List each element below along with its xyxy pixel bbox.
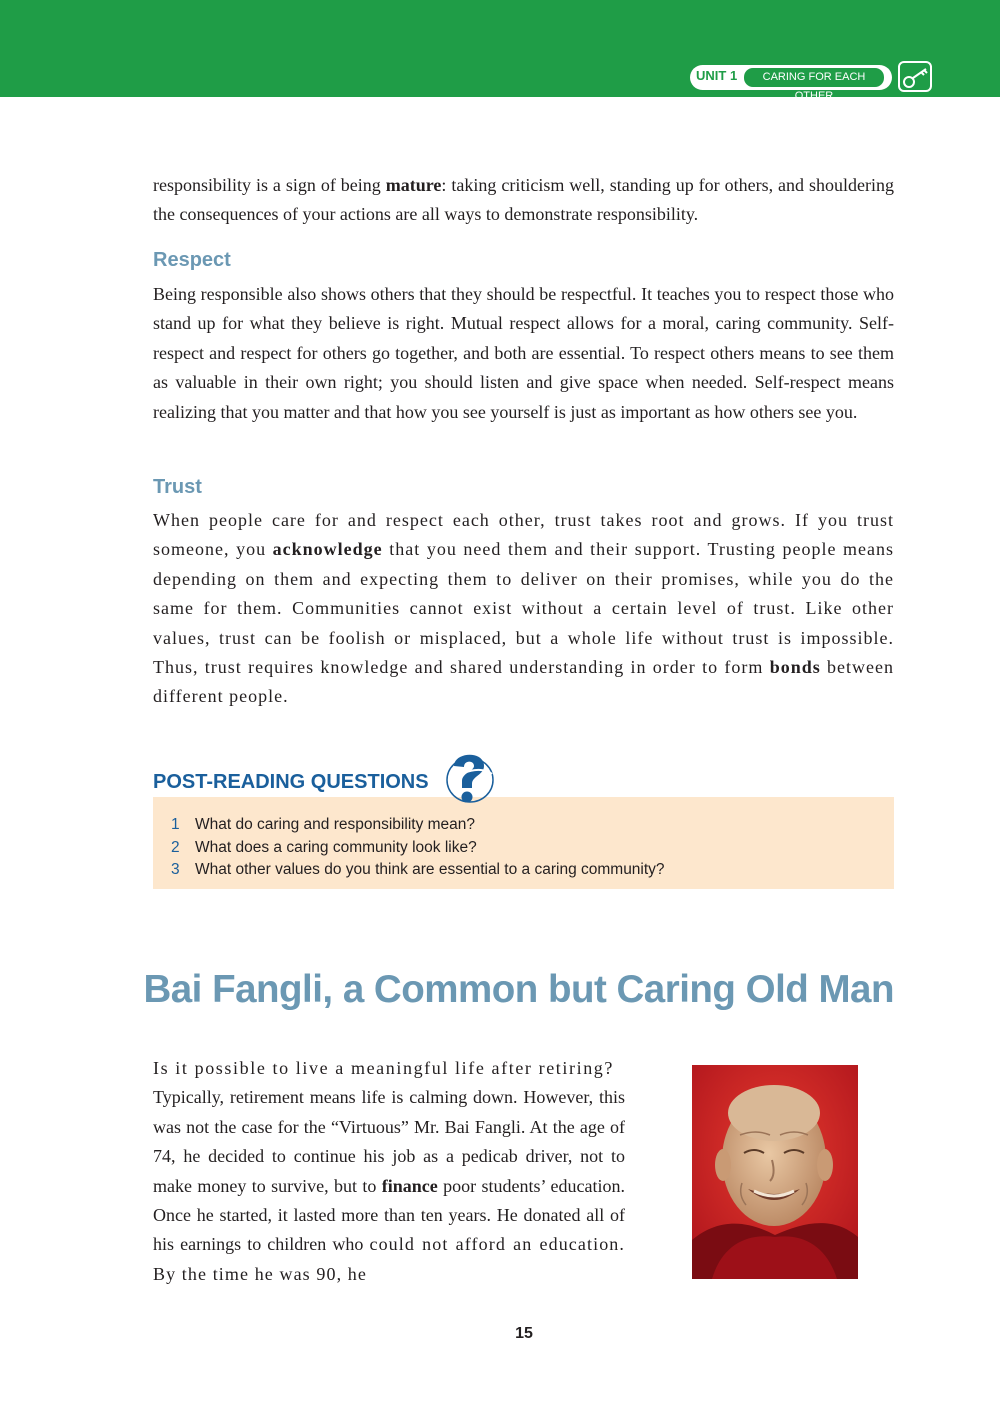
text-run: responsibility is a sign of being <box>153 175 386 195</box>
question-mark-icon <box>440 748 496 813</box>
question-number: 3 <box>171 861 180 878</box>
story-line <box>153 1087 625 1254</box>
text-run: Is it possible to live a meaningful life after retiring? <box>153 1058 614 1078</box>
trust-heading: Trust <box>153 476 202 498</box>
bold-term: finance <box>381 1175 438 1196</box>
bold-term: mature <box>385 175 442 195</box>
respect-heading: Respect <box>153 249 231 271</box>
header-band <box>0 0 1000 102</box>
unit-label: UNIT 1 <box>696 68 738 83</box>
question-number: 2 <box>171 838 180 856</box>
text-run: could not afford an education. By the time he was 90, he <box>153 1234 625 1284</box>
responsibility-paragraph <box>153 171 894 230</box>
trust-paragraph <box>153 506 894 712</box>
questions-list <box>171 814 665 882</box>
question-text: What does a caring community look like? <box>195 838 477 856</box>
text-run: Being responsible also shows others that they should be respectful. It teaches you to respect those who stand up for what they believe is right. Mutual respect allows for a moral, caring community. Self-respect and respect for others go together, and both are essential. To respect others means to see them as valuable in their own right; you should listen and give space when needed. Self-respect means realizing that you matter and that how you see yourself is just as important as how others see you. <box>153 284 894 422</box>
text-run: When people care for and respect each other, trust takes root and grows. If you trust someone, you <box>153 510 894 560</box>
story-title: Bai Fangli, a Common but Caring Old Man <box>143 968 894 1011</box>
respect-paragraph <box>153 280 894 427</box>
text-run: between different people. <box>153 657 895 707</box>
question-text: What do caring and responsibility mean? <box>195 816 476 833</box>
question-text: What other values do you think are essential to a caring community? <box>195 861 665 878</box>
post-reading-title: POST-READING QUESTIONS <box>153 771 429 793</box>
bold-term: bonds <box>769 657 821 678</box>
portrait-photo <box>692 1065 858 1279</box>
unit-pill <box>690 65 892 102</box>
question-item <box>171 859 665 882</box>
page-number: 15 <box>515 1325 533 1342</box>
text-run: poor students’ education. Once he started, it lasted more than ten years. He donated all of his earnings to children who <box>153 1175 625 1255</box>
story-line <box>153 1058 614 1078</box>
unit-topic: CARING FOR EACH OTHER <box>744 68 884 87</box>
key-icon <box>898 61 932 92</box>
question-item <box>171 814 665 837</box>
text-run: : taking criticism well, standing up for others, and shouldering the consequences of your actions are all ways to demonstrate responsibility. <box>153 175 895 225</box>
question-item <box>171 837 665 860</box>
question-number: 1 <box>171 816 180 833</box>
bold-term: acknowledge <box>272 539 383 560</box>
text-run: Typically, retirement means life is calming down. However, this was not the case for the “Virtuous” Mr. Bai Fangli. At the age of 74, he decided to continue his job as a pedicab driver, not to make money to survive, but to <box>153 1087 625 1196</box>
story-paragraph <box>153 1054 625 1289</box>
text-run: that you need them and their support. Trusting people means depending on them and expecting them to deliver on their promises, while you do the same for them. Communities cannot exist without a certain level of trust. Like other values, trust can be foolish or misplaced, but a whole life without trust is impossible. Thus, trust requires knowledge and shared understanding in order to form <box>153 539 895 678</box>
